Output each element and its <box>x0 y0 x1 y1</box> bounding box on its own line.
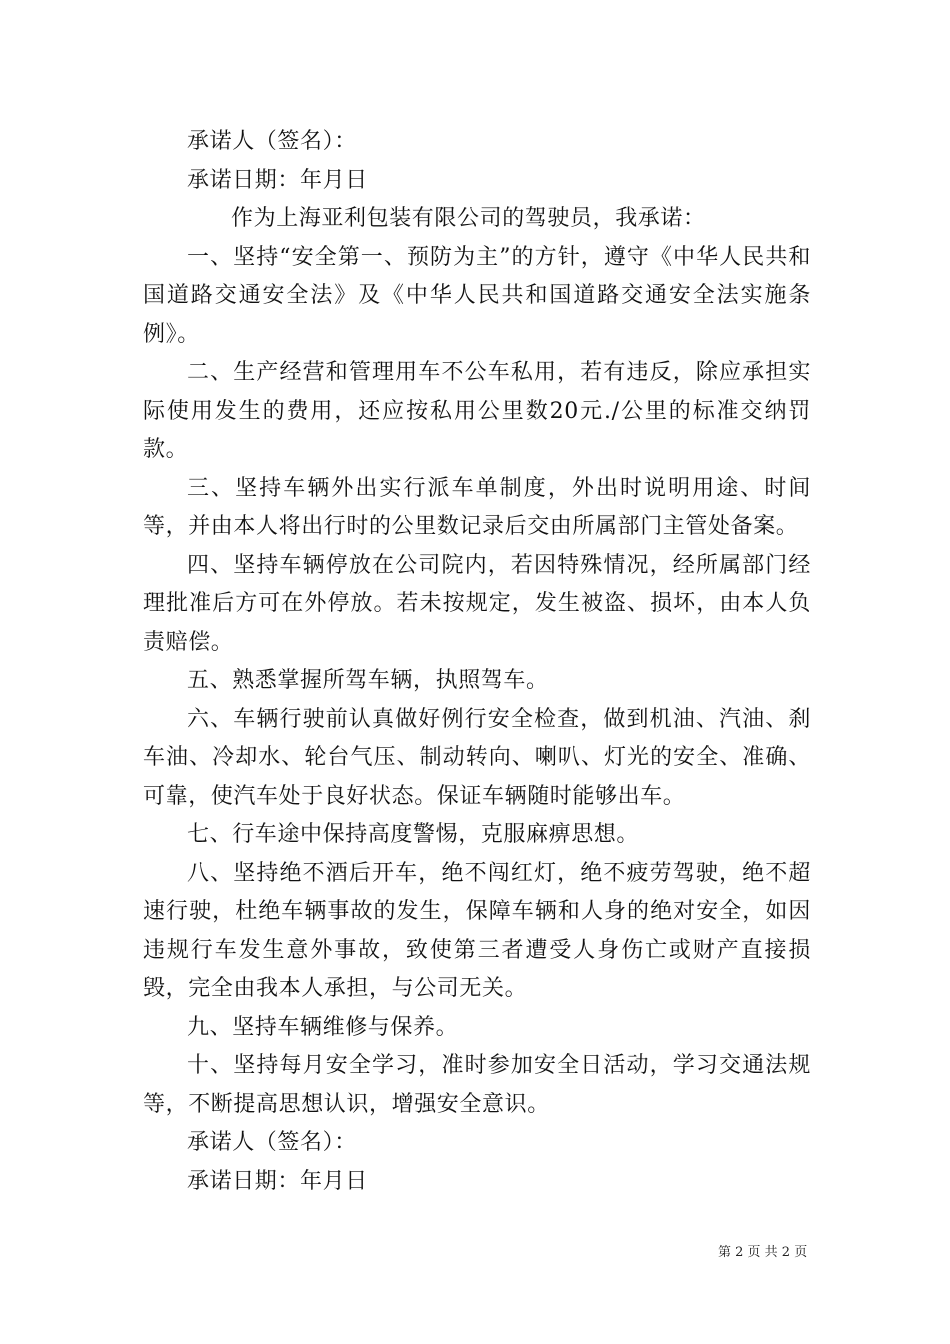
commitment-item-5: 五、熟悉掌握所驾车辆，执照驾车。 <box>187 668 549 693</box>
commitment-item-8: 八、坚持绝不酒后开车，绝不闯红灯，绝不疲劳驾驶，绝不超速行驶，杜绝车辆事故的发生，保障车辆和人身的绝对安全，如因违规行车发生意外事故，致使第三者遭受人身伤亡或财产直接损毁，完全由我本人承担，与公司无关。 <box>143 860 811 1001</box>
header-signature-line: 承诺人（签名）： <box>187 129 357 154</box>
commitment-item-1: 一、坚持“安全第一、预防为主”的方针，遵守《中华人民共和国道路交通安全法》及《中华人民共和国道路交通安全法实施条例》。 <box>143 244 811 347</box>
commitment-item-4: 四、坚持车辆停放在公司院内，若因特殊情况，经所属部门经理批准后方可在外停放。若未按规定，发生被盗、损坏，由本人负责赔偿。 <box>143 552 811 655</box>
commitment-item-2: 二、生产经营和管理用车不公车私用，若有违反，除应承担实际使用发生的费用，还应按私用公里数20元./公里的标准交纳罚款。 <box>143 360 811 462</box>
commitment-item-9: 九、坚持车辆维修与保养。 <box>187 1014 459 1040</box>
intro-paragraph: 作为上海亚利包装有限公司的驾驶员，我承诺： <box>231 206 706 231</box>
commitment-item-3: 三、坚持车辆外出实行派车单制度，外出时说明用途、时间等，并由本人将出行时的公里数记录后交由所属部门主管处备案。 <box>143 475 811 539</box>
closing-signature-line: 承诺人（签名）： <box>187 1130 357 1155</box>
document-body <box>143 123 811 1201</box>
page-number-footer: 第 2 页 共 2 页 <box>718 1245 808 1260</box>
header-date-line: 承诺日期：年月日 <box>187 167 368 193</box>
commitment-item-10: 十、坚持每月安全学习，准时参加安全日活动，学习交通法规等，不断提高思想认识，增强安全意识。 <box>143 1053 811 1117</box>
closing-date-line: 承诺日期：年月日 <box>187 1168 368 1194</box>
commitment-item-7: 七、行车途中保持高度警惕，克服麻痹思想。 <box>187 822 640 847</box>
commitment-item-6: 六、车辆行驶前认真做好例行安全检查，做到机油、汽油、刹车油、冷却水、轮台气压、制动转向、喇叭、灯光的安全、准确、可靠，使汽车处于良好状态。保证车辆随时能够出车。 <box>143 706 811 809</box>
